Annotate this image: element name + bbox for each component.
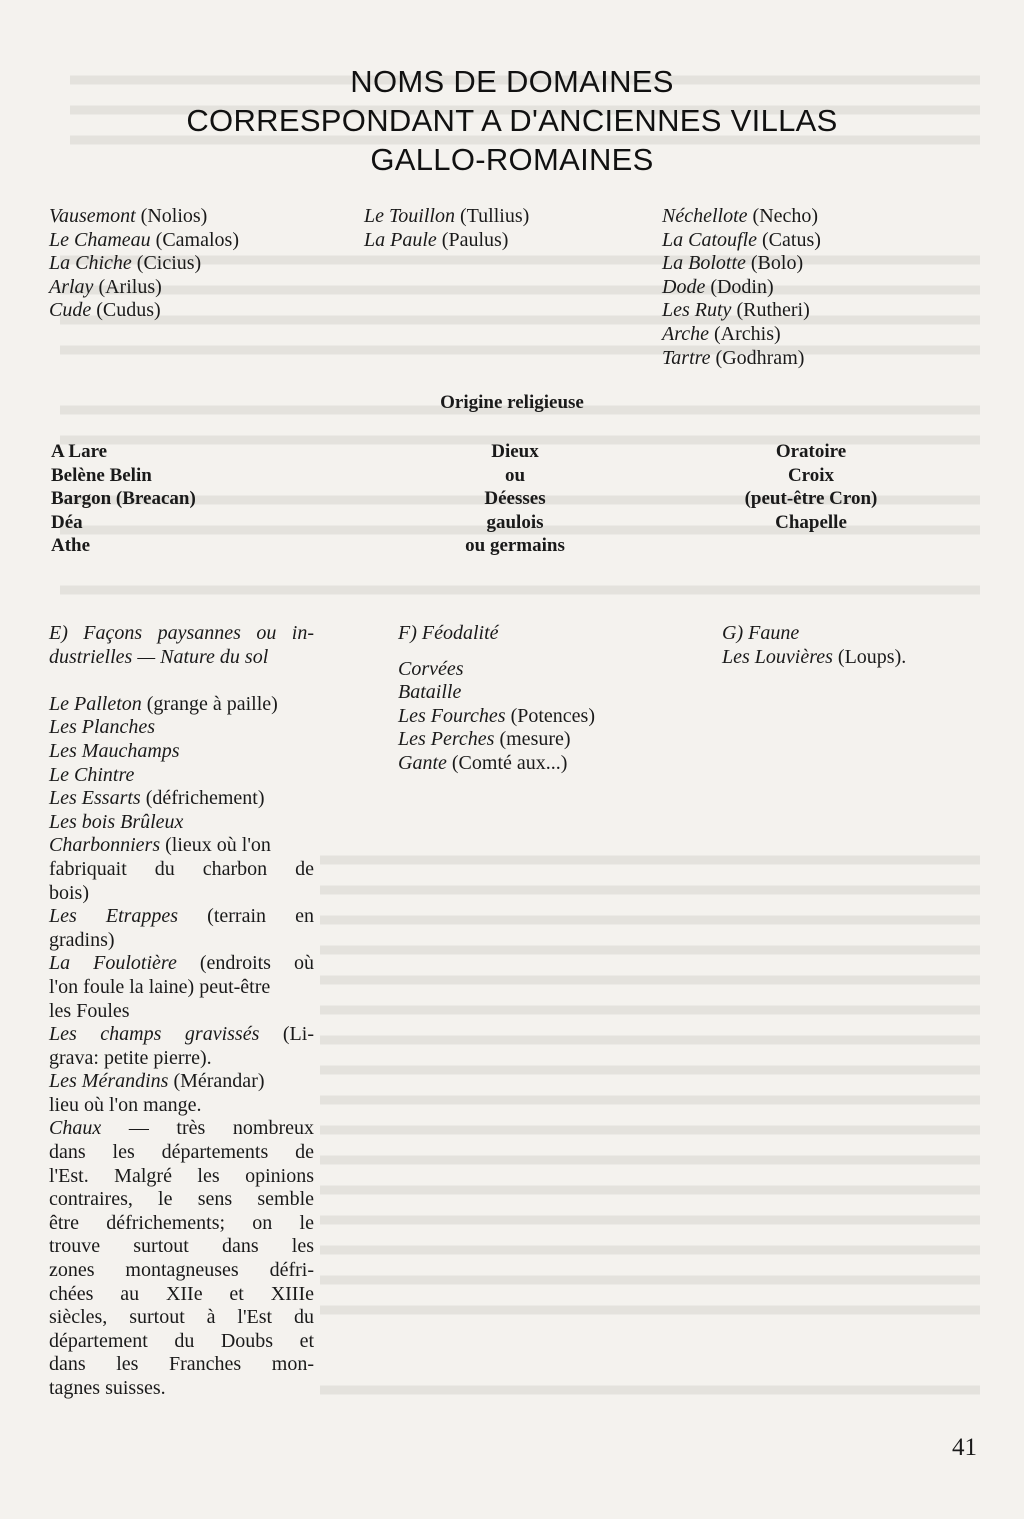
- place-name: La Catoufle: [662, 228, 758, 251]
- list-item: [662, 276, 821, 300]
- list-item-cont: l'on foule la laine) peut-être: [49, 975, 271, 998]
- list-item: (peut-être Cron): [744, 488, 878, 510]
- place-name: La Foulotière: [49, 952, 177, 975]
- list-item: [398, 705, 595, 729]
- place-name: La Paule: [364, 228, 437, 251]
- origin-name: (Cudus): [91, 299, 161, 322]
- religious-right-column: [716, 440, 906, 534]
- list-item: [49, 811, 314, 835]
- section-e-heading-cont: [49, 646, 314, 670]
- section-g-heading: [722, 622, 906, 646]
- chaux-line: siècles, surtout à l'Est du: [49, 1306, 314, 1329]
- place-note: (Loups).: [832, 645, 907, 668]
- chaux-line: [49, 1117, 314, 1141]
- list-item: [49, 276, 239, 300]
- list-item: [398, 728, 595, 752]
- list-item: Chapelle: [775, 511, 847, 533]
- list-item-cont: gradins): [49, 928, 115, 951]
- origin-name: (Arilus): [93, 275, 162, 298]
- place-name: Tartre: [662, 346, 711, 369]
- chaux-line: l'Est. Malgré les opinions: [49, 1164, 314, 1187]
- chaux-line: dans les Franches mon-: [49, 1353, 314, 1376]
- place-name: Les Louvières: [722, 645, 833, 668]
- list-item: [662, 299, 821, 323]
- religious-left-column: [51, 440, 196, 558]
- chaux-line: contraires, le sens semble: [49, 1188, 314, 1211]
- place-note: (mesure): [494, 728, 571, 751]
- list-item: [398, 658, 595, 682]
- list-item: A Lare: [51, 441, 108, 462]
- place-name: Le Touillon: [364, 205, 455, 227]
- place-note: (Li-: [259, 1023, 314, 1046]
- place-note: (Mérandar): [168, 1070, 265, 1093]
- list-item: Bargon (Breacan): [51, 488, 196, 510]
- list-item: Déa: [51, 511, 83, 533]
- place-note: (grange à paille): [141, 692, 278, 715]
- chaux-line: tagnes suisses.: [49, 1377, 166, 1399]
- list-item-cont: bois): [49, 881, 89, 904]
- origin-name: (Rutheri): [731, 299, 810, 322]
- place-name: Le Chintre: [49, 763, 135, 786]
- chaux-line: être défrichements; on le: [49, 1211, 314, 1234]
- place-name: Les Perches: [398, 728, 495, 751]
- chaux-line: chées au XIIe et XIIIe: [49, 1282, 314, 1305]
- list-item: [49, 693, 314, 717]
- place-note: (défrichement): [140, 787, 265, 810]
- list-item: [398, 752, 595, 776]
- list-item: [49, 740, 314, 764]
- list-item: [49, 787, 314, 811]
- list-item: [49, 299, 239, 323]
- place-name: Charbonniers: [49, 834, 161, 857]
- list-item: [662, 252, 821, 276]
- list-item: Dieux: [491, 441, 539, 462]
- origin-name: (Camalos): [150, 228, 239, 251]
- place-note: (Comté aux...): [446, 751, 568, 774]
- list-item-cont: les Foules: [49, 999, 130, 1022]
- place-name: Les Etrappes: [49, 905, 179, 928]
- list-item: [49, 952, 314, 976]
- list-item-cont: fabriquait du charbon de: [49, 857, 314, 880]
- origin-name: (Cicius): [131, 252, 202, 275]
- list-item: [49, 1023, 314, 1047]
- place-name: Les bois Brûleux: [49, 810, 184, 833]
- place-name: Dode: [662, 275, 706, 298]
- origin-name: (Tullius): [454, 205, 530, 227]
- list-item: [722, 646, 906, 670]
- origin-name: (Nolios): [135, 205, 208, 227]
- place-name: La Bolotte: [662, 252, 746, 275]
- place-name: Néchellote: [662, 205, 748, 227]
- place-name: La Chiche: [49, 252, 132, 275]
- place-name: Les champs gravissés: [49, 1023, 260, 1046]
- list-item: [49, 716, 314, 740]
- place-note: (Potences): [505, 704, 595, 727]
- origin-name: (Archis): [709, 322, 781, 345]
- villa-column-2: [364, 205, 529, 252]
- list-item: Déesses: [484, 488, 546, 510]
- origin-name: (Necho): [747, 205, 819, 227]
- origin-name: (Catus): [757, 228, 821, 251]
- list-item: [662, 323, 821, 347]
- list-item: [662, 347, 821, 371]
- page-number: 41: [952, 1434, 977, 1461]
- origin-name: (Paulus): [436, 228, 509, 251]
- list-item: Croix: [787, 464, 835, 486]
- list-item: [49, 834, 314, 858]
- origin-name: (Godhram): [710, 346, 805, 369]
- heading-text: F) Féodalité: [398, 622, 499, 644]
- place-name: Arlay: [49, 275, 94, 298]
- chaux-line: département du Doubs et: [49, 1329, 314, 1352]
- section-f-heading: [398, 622, 595, 646]
- chaux-paragraph: [49, 1117, 314, 1400]
- place-name: Cude: [49, 299, 92, 322]
- place-name: Corvées: [398, 657, 464, 680]
- place-name: Bataille: [398, 681, 462, 704]
- villa-column-1: [49, 205, 239, 323]
- place-note: (endroits où: [176, 952, 314, 975]
- list-item: Oratoire: [775, 441, 847, 462]
- list-item-cont: grava: petite pierre).: [49, 1046, 212, 1069]
- section-e: [49, 622, 314, 1401]
- list-item: ou: [504, 464, 526, 486]
- origin-name: (Dodin): [705, 275, 774, 298]
- section-f: [398, 622, 595, 776]
- place-name: Chaux: [49, 1117, 102, 1140]
- title-line-2: CORRESPONDANT A D'ANCIENNES VILLAS: [186, 103, 838, 138]
- place-name: Arche: [662, 322, 710, 345]
- heading-text: dustrielles — Nature du sol: [49, 645, 269, 668]
- list-item: [49, 905, 314, 929]
- list-item: [49, 205, 239, 229]
- origin-name: (Bolo): [745, 252, 804, 275]
- place-name: Les Planches: [49, 716, 156, 739]
- list-item: [364, 205, 529, 229]
- section-g: [722, 622, 906, 669]
- list-item: [364, 229, 529, 253]
- list-item: [662, 205, 821, 229]
- list-item: [49, 1070, 314, 1094]
- place-name: Les Ruty: [662, 299, 732, 322]
- place-name: Les Mauchamps: [49, 739, 180, 762]
- page-title: [0, 62, 1024, 179]
- religious-heading: Origine religieuse: [440, 392, 584, 413]
- list-item: [662, 229, 821, 253]
- chaux-line: dans les départements de: [49, 1141, 314, 1164]
- place-name: Vausemont: [49, 205, 136, 227]
- list-item: ou germains: [465, 535, 565, 557]
- heading-text: G) Faune: [722, 622, 800, 644]
- place-name: Le Chameau: [49, 228, 151, 251]
- chaux-text: — très nombreux: [101, 1117, 314, 1140]
- place-name: Le Palleton: [49, 692, 142, 715]
- chaux-line: zones montagneuses défri-: [49, 1259, 314, 1282]
- place-note: (lieux où l'on: [160, 834, 271, 857]
- list-item: gaulois: [486, 511, 544, 533]
- title-line-1: NOMS DE DOMAINES: [350, 64, 674, 99]
- villa-column-3: [662, 205, 821, 370]
- place-name: Les Mérandins: [49, 1070, 169, 1093]
- section-e-heading: [49, 622, 314, 646]
- list-item: [49, 229, 239, 253]
- title-line-3: GALLO-ROMAINES: [370, 142, 654, 177]
- list-item-cont: lieu où l'on mange.: [49, 1093, 202, 1116]
- list-item: Belène Belin: [51, 464, 152, 486]
- place-note: (terrain en: [178, 905, 314, 928]
- list-item: Athe: [51, 535, 91, 557]
- chaux-line: trouve surtout dans les: [49, 1235, 314, 1258]
- list-item: [49, 252, 239, 276]
- list-item: [398, 681, 595, 705]
- place-name: Gante: [398, 751, 447, 774]
- heading-text: E) Façons paysannes ou in-: [49, 622, 314, 644]
- place-name: Les Essarts: [49, 787, 141, 810]
- list-item: [49, 764, 314, 788]
- place-name: Les Fourches: [398, 704, 506, 727]
- religious-middle-column: [430, 440, 600, 558]
